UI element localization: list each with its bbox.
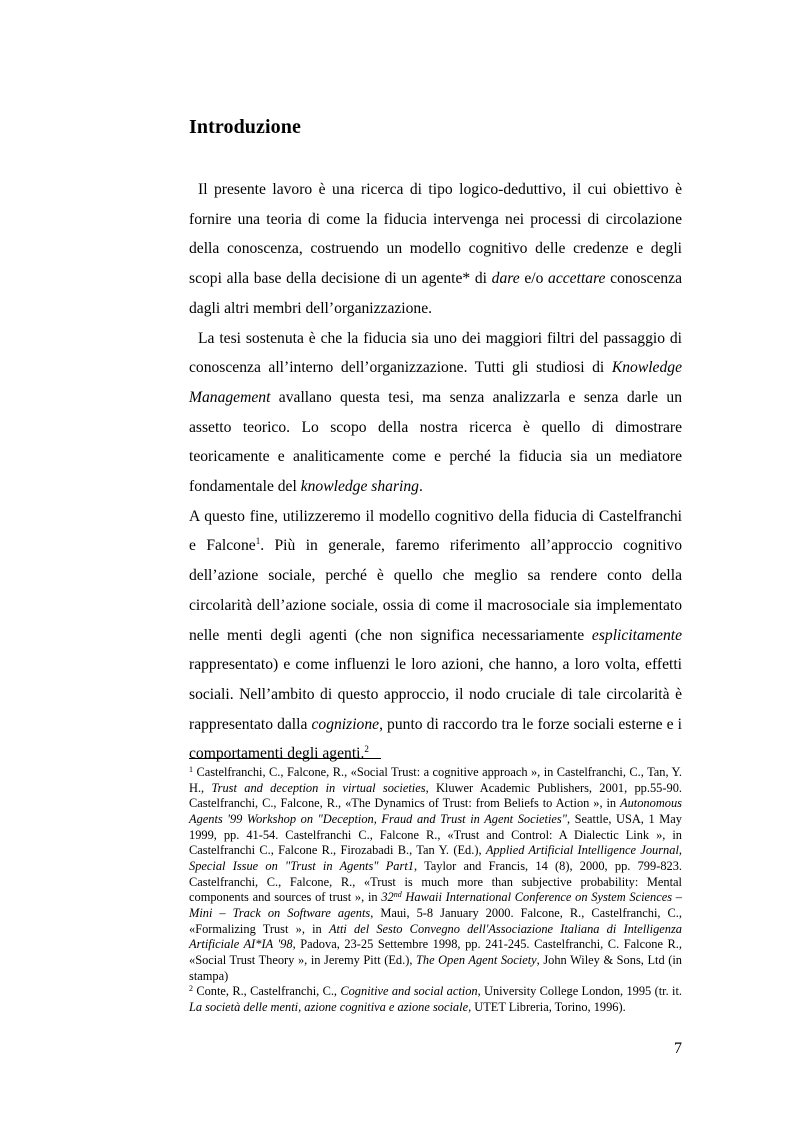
footnote-marker: 1 bbox=[255, 536, 261, 547]
text-run: . bbox=[418, 478, 423, 496]
text-run: , Maui, 5-8 January 2000. Falcone, R., Castelfranchi, C., «Formalizing Trust », in bbox=[189, 905, 683, 936]
footnote-marker: 1 bbox=[189, 765, 193, 774]
text-run: Il presente lavoro è una ricerca di tipo logico-deduttivo, il cui obiettivo è fornire una teoria di come la fiducia intervenga nei processi di circolazione della conoscenza, costruendo un modello cognitivo delle credenze e degli scopi alla base della decisione di un agente* di bbox=[189, 181, 682, 288]
text-run: , Seattle, USA, 1 May 1999, pp. 41-54. Castelfranchi C., Falcone R., «Trust and Control: A Dialectic Link », in Castelfranchi C., Falcone R., Firozabadi B., Tan Y. (Ed.), bbox=[189, 811, 682, 858]
italic-text: The Open Agent Society bbox=[416, 952, 537, 967]
text-run: A questo fine, utilizzeremo il modello cognitivo della fiducia di Castelfranchi e Falcone bbox=[189, 507, 682, 555]
italic-text: Applied Artificial Intelligence Journal bbox=[485, 843, 679, 858]
footnote-2 bbox=[189, 984, 682, 1015]
text-run: avallano questa tesi, ma senza analizzarla e senza darle un assetto teorico. Lo scopo della nostra ricerca è quello di dimostrare teoricamente e analiticamente come e perché la fiducia sia un mediatore fondamentale del bbox=[189, 388, 682, 496]
italic-text: Knowledge Management bbox=[189, 359, 682, 406]
footnote-marker: 2 bbox=[189, 984, 193, 994]
text-run: , bbox=[678, 843, 682, 858]
italic-text: Atti del Sesto Convegno dell'Associazione Italiana di Intelligenza Artificiale AI*IA '98 bbox=[189, 921, 682, 952]
italic-text: Hawaii International Conference on System Sciences – Mini – Track on Software agents bbox=[189, 890, 682, 920]
paragraph-2 bbox=[189, 324, 682, 502]
text-run: Castelfranchi, C., Falcone, R., «Social Trust: a cognitive approach », in Castelfranchi, C., Tan, Y. H., bbox=[189, 765, 682, 795]
italic-text: Trust and deception in virtual societies bbox=[211, 780, 426, 795]
section-heading: Introduzione bbox=[189, 116, 301, 138]
italic-text: esplicitamente bbox=[591, 626, 682, 644]
italic-text: Special Issue on "Trust in Agents" Part1 bbox=[189, 858, 414, 873]
text-run: e/o bbox=[519, 270, 549, 288]
italic-text: 32 bbox=[381, 890, 394, 905]
text-run: , Padova, 23-25 Settembre 1998, pp. 241-245. Castelfranchi, C. Falcone R., «Social Trust Theory », in Jeremy Pitt (Ed.), bbox=[189, 937, 682, 967]
text-run: Conte, R., Castelfranchi, C., bbox=[193, 984, 341, 999]
text-run: conoscenza dagli altri membri dell’organizzazione. bbox=[189, 270, 683, 317]
text-run: rappresentato) e come influenzi le loro azioni, che hanno, a loro volta, effetti sociali. Nell’ambito di questo approccio, il nodo cruciale di tale circolarità è rappresentato dalla bbox=[189, 656, 682, 733]
text-run: , University College London, 1995 (tr. it. bbox=[477, 984, 682, 999]
italic-text: La società delle menti, azione cognitiva e azione sociale bbox=[189, 999, 469, 1014]
text-run: La tesi sostenuta è che la fiducia sia uno dei maggiori filtri del passaggio di conoscenza all’interno dell’organizzazione. Tutti gli studiosi di bbox=[189, 329, 682, 377]
footnote-marker: nd bbox=[393, 890, 402, 900]
page-number: 7 bbox=[674, 1040, 682, 1057]
text-run: , Kluwer Academic Publishers, 2001, pp.55-90. Castelfranchi, C., Falcone, R., «The Dynamics of Trust: from Beliefs to Action », in bbox=[189, 780, 682, 811]
paragraph-3 bbox=[189, 502, 682, 769]
italic-text: accettare bbox=[548, 270, 606, 288]
text-run: , Taylor and Francis, 14 (8), 2000, pp. 799-823. Castelfranchi, C., Falcone, R., «Trust is much more than subjective probability: Mental components and sources of trust », in bbox=[189, 858, 683, 905]
italic-text: knowledge sharing bbox=[300, 478, 419, 496]
italic-text: Autonomous Agents '99 Workshop on "Deception, Fraud and Trust in Agent Societies" bbox=[189, 796, 682, 826]
footnote-1 bbox=[189, 765, 682, 984]
italic-text: Cognitive and social action bbox=[340, 984, 478, 999]
italic-text: dare bbox=[491, 270, 520, 288]
text-run: . Più in generale, faremo riferimento all’approccio cognitivo dell’azione sociale, perché è quello che meglio sa rendere conto della circolarità dell’azione sociale, ossia di come il macrosociale sia implementato nelle menti degli agenti (che non significa necessariamente bbox=[189, 537, 682, 644]
footnote-separator bbox=[189, 758, 381, 759]
footnote-marker: 2 bbox=[364, 744, 369, 755]
footnotes bbox=[189, 765, 682, 1016]
text-run: , punto di raccordo tra le forze sociali esterne e i comportamenti degli agenti. bbox=[189, 715, 682, 763]
italic-text: cognizione bbox=[311, 715, 380, 733]
body-text bbox=[189, 175, 682, 769]
paragraph-1 bbox=[189, 175, 682, 324]
text-run: , UTET Libreria, Torino, 1996). bbox=[468, 999, 626, 1014]
text-run: , John Wiley & Sons, Ltd (in stampa) bbox=[189, 952, 682, 983]
